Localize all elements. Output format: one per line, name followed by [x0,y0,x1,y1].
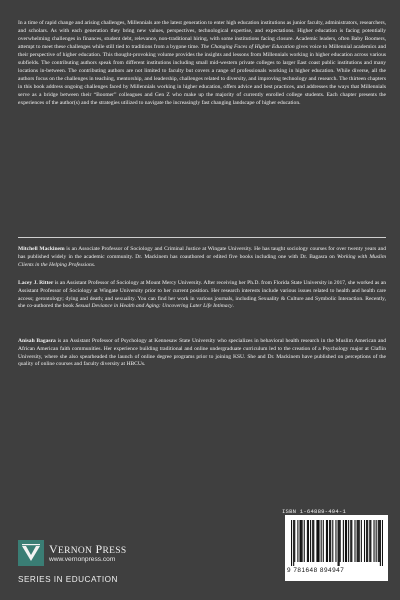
barcode-bar [301,520,302,562]
barcode-bar [312,520,313,562]
author-bio [18,280,386,311]
barcode-bar [335,520,336,562]
barcode-bar [378,520,379,562]
barcode-bar [308,520,309,562]
barcode-bar [366,520,367,562]
barcode-bar [304,520,305,562]
barcode-bar [364,520,365,562]
book-reference: Sexual Deviance in Health and Aging: Uncovering Later Life Intimacy [75,303,233,310]
barcode-bar [376,520,377,562]
publisher-logo-icon [18,540,44,566]
author-name: Lacey J. Ritter [18,280,54,286]
book-description [18,19,386,108]
barcode-bar [351,520,352,562]
barcode-bar [293,520,294,566]
barcode-bar [318,520,319,562]
isbn-label: ISBN 1-64889-494-1 [282,508,347,515]
barcode-bar [361,520,362,562]
publisher-name: VERNON PRESS [49,542,127,556]
barcode-bar [359,520,360,562]
publisher-logo [18,540,218,570]
barcode-bar [307,520,308,562]
barcode-bar [321,520,322,562]
barcode-bar [329,520,330,562]
barcode-bar [332,520,333,562]
barcode-bar [299,520,300,562]
barcode-bar [340,520,341,562]
description-part-2: gives voice to Millennial academics and their perspective of higher education. This thought-provoking volume provides the insights and lessons from Millennials working in higher education across various subfields. The contributing authors speak from different institutions including small mid-western private colleges to larger East coast public institutions and many locations in-between. The contributing authors are not limited to faculty but covers a range of professionals working in higher education. While diverse, all the authors focus on the challenges in teaching, mentorship, and leadership, challenges related to diversity, and improving technology and research. The thirteen chapters in this book address ongoing challenges faced by Millennials working in higher education, offers advice and best practices, and addresses the ways that Millennials serve as a bridge between their “Boomer” colleagues and Gen Z who make up the majority of currently enrolled college students. Each chapter presents the experiences of the author(s) and the strategies utilized to navigate the increasingly fast changing landscape of higher education. [18,44,386,107]
barcode-bar [302,520,303,562]
barcode-bar [323,520,324,562]
barcode-bar [346,520,347,562]
barcode-bar [327,520,328,562]
author-bio-text: is an Associate Professor of Sociology and Criminal Justice at Wingate University. He has taught sociology courses for over twenty years and has published widely in the academic community. Dr. Mackinem has coauthored or edited five books including one with Dr. Bagasra on [18,246,386,260]
barcode-bar [380,520,381,566]
barcode-bar [330,520,331,562]
barcode-bar [326,520,327,562]
divider [18,237,386,238]
barcode-bar [338,520,339,566]
barcode-bar [291,520,292,566]
barcode-bar [379,520,380,562]
barcode-bar [373,520,374,562]
barcode-bar [357,520,358,562]
barcode-bar [348,520,349,562]
bio-end: . [232,303,234,310]
author-bio-text: is an Assistant Professor of Psychology at Kennesaw State University who specializes in behavioral health research in the Muslim American and African American faith communities. Her experience building traditional and online undergraduate curriculum led to the creation of a Psychology major at Claflin University, where she also spearheaded the launch of online degree programs prior to joining KSU. She and Dr. Mackinem have published on perceptions of the quality of online courses and faculty diversity at HBCUs. [18,338,386,368]
barcode-bar [294,520,295,562]
barcode-bar [343,520,344,562]
series-label: SERIES IN EDUCATION [18,575,118,584]
author-bio [18,338,386,369]
barcode-bar [339,520,340,566]
barcode-bar [369,520,370,562]
barcode-digits: 9 781648 894947 [287,567,345,574]
barcode-bar [382,520,383,566]
barcode-bar [316,520,317,562]
author-bio [18,246,386,269]
barcode-bar [358,520,359,562]
barcode-bar [297,520,298,562]
barcode-bar [367,520,368,562]
publisher-url: www.vernonpress.com [49,556,116,563]
barcode-bar [370,520,371,562]
barcode-bar [345,520,346,562]
author-bio-text: is an Assistant Professor of Sociology at Mount Mercy University. After receiving her Ph.D. from Florida State University in 2017, she worked as an Assistant Professor of Sociology at Wingate University prior to her current position. Her research interests include various issues related to health and health care access; gerontology; dying and death; and sexuality. You can find her work in various journals, including Sexuality & Culture and Symbolic Interaction. Recently, she co-authored the book [18,280,386,310]
barcode-bar [313,520,314,562]
bio-end: . [93,261,96,268]
description-part-1: In a time of rapid change and arising challenges, Millennials are the latest generation to enter high education institutions as junior faculty, administrators, researchers, and scholars. As with each generation they bring new values, perspectives, technological expertise, and expectations. Higher education is facing potentially overwhelming challenges in finances, student debt, relevance, non-traditional hiring, with some institutions facing closure. Academic leaders, often Baby Boomers, attempt to meet these challenges while still tied to traditions from a bygone time. [18,20,386,51]
barcode [285,515,388,581]
author-name: Mitchell Mackinem [18,246,65,252]
barcode-bar [350,520,351,562]
barcode-bar [317,520,318,562]
author-name: Anisah Bagasra [18,338,56,344]
book-title: The Changing Faces of Higher Education [200,44,295,51]
barcode-bars [291,520,383,566]
barcode-bar [354,520,355,562]
book-reference: Working with Muslim Clients in the Helping Professions [18,253,386,268]
barcode-bar [310,520,311,562]
